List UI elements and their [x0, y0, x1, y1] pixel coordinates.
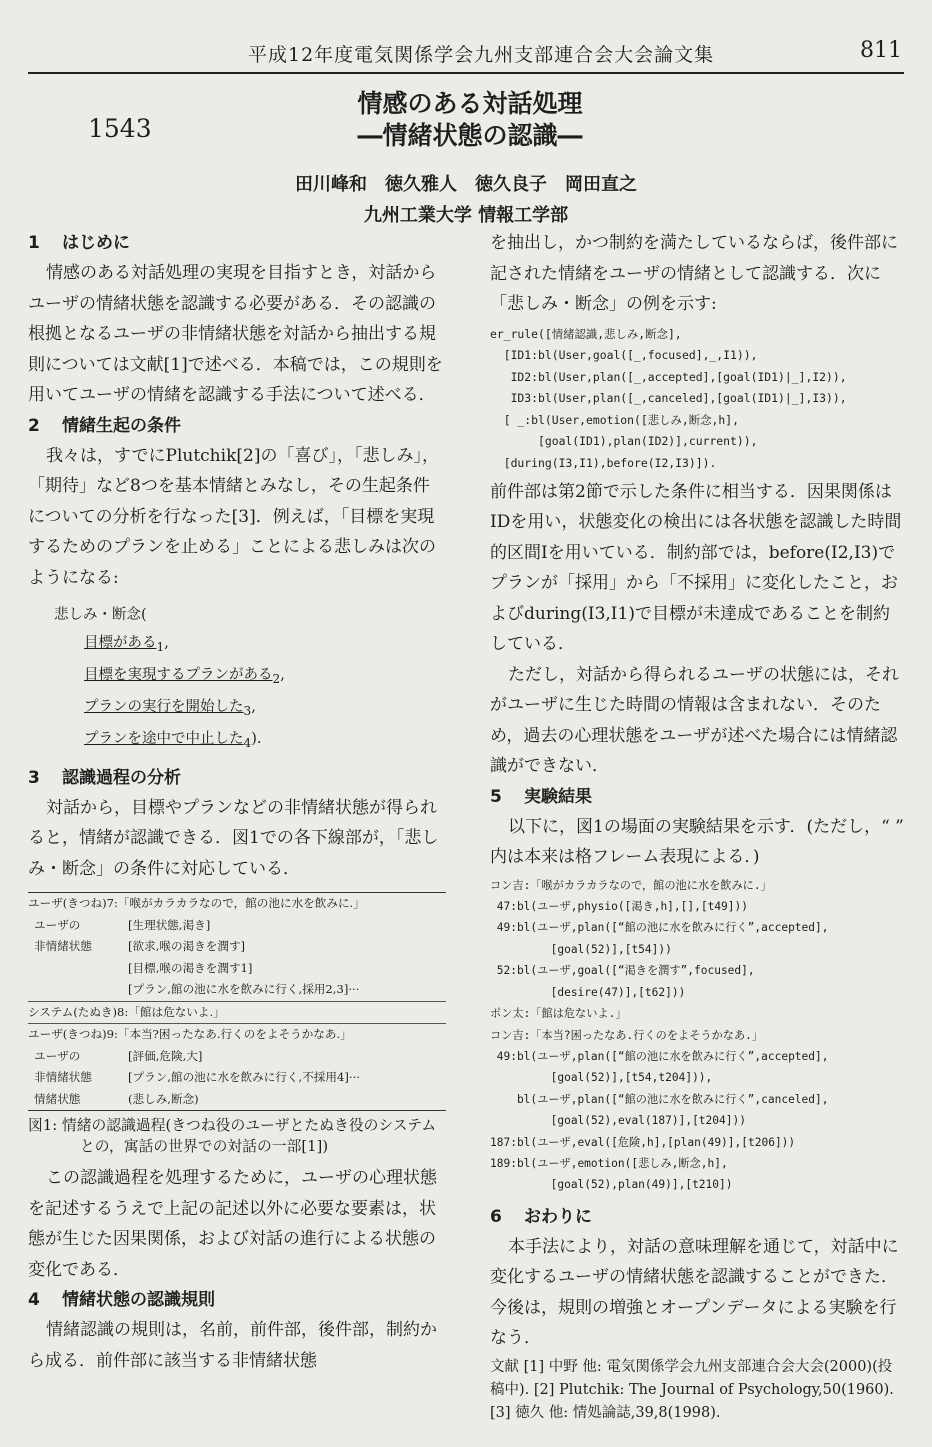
code-line: コン吉:「喉がカラカラなので，館の池に水を飲みに.」 [490, 878, 772, 892]
left-column [28, 228, 446, 1376]
result-code-block [490, 875, 904, 1196]
condition-item: プランを途中で中止した$_4$). [84, 730, 262, 750]
rule-code-block [490, 324, 904, 475]
code-line: 47:bl(ユーザ,physio([渇き,h],[],[t49])) [490, 900, 749, 914]
paragraph: ただし，対話から得られるユーザの状態には，それがユーザに生じた時間の情報は含まれない．そのため，過去の心理状態をユーザが述べた場合には情緒認識ができない． [490, 664, 899, 777]
affiliation: 九州工業大学 情報工学部 [363, 205, 569, 226]
section-heading: 5 実験結果 [490, 786, 592, 807]
figure-row: [目標,喉の渇きを潤す1] [128, 960, 253, 975]
figure-row: 非情緒状態 [プラン,館の池に水を飲みに行く,不採用4]··· [34, 1070, 360, 1085]
code-line: [goal(ID1),plan(ID2)],current)), [490, 434, 758, 449]
paragraph: 情緒認識の規則は，名前，前件部，後件部，制約から成る．前件部に該当する非情緒状態 [28, 1320, 437, 1371]
condition-item: 目標がある$_1$, [84, 635, 169, 654]
code-line: [goal(52)],[t54])) [490, 942, 672, 956]
paragraph: 我々は，すでにPlutchik[2]の「喜び」，「悲しみ」，「期待」など8つを基本情緒とみなし，その生起条件についての分析を行なった[3]．例えば，「目標を実現するためのプランを止める」ことによる悲しみは次のようになる: [28, 445, 439, 588]
condition-item: 目標を実現するプランがある$_2$, [84, 666, 285, 686]
code-line: ポン太:「館は危ないよ.」 [490, 1007, 627, 1021]
figure-row: 情緒状態 (悲しみ,断念) [34, 1091, 199, 1106]
code-line: [goal(52),eval(187)],[t204])) [490, 1114, 746, 1128]
code-line: 49:bl(ユーザ,plan([“館の池に水を飲みに行く”,accepted], [490, 921, 829, 935]
figure-row: ユーザの [評価,危険,大] [34, 1048, 203, 1063]
paragraph: 以下に，図1の場面の実験結果を示す．(ただし，“ ” 内は本来は格フレーム表現による．) [490, 816, 904, 868]
code-line: 189:bl(ユーザ,emotion([悲しみ,断念,h], [490, 1156, 728, 1170]
author-list: 田川峰和 徳久雅人 徳久良子 岡田直之 [295, 174, 637, 195]
code-line: 52:bl(ユーザ,goal([“渇きを潤す”,focused], [490, 964, 755, 978]
emotion-head: 悲しみ・断念( [54, 607, 147, 623]
code-line: [during(I3,I1),before(I2,I3)]). [490, 456, 717, 471]
code-line: [desire(47)],[t62])) [490, 985, 686, 999]
paragraph: 情感のある対話処理の実現を目指すとき，対話からユーザの情緒状態を認識する必要がある．その認識の根拠となるユーザの非情緒状態を対話から抽出する規則については文献[1]で述べる．本稿では，この規則を用いてユーザの情緒を認識する手法について述べる． [28, 263, 443, 405]
figure-row: システム(たぬき)8:「館は危ないよ.」 [28, 1001, 446, 1024]
references: 文献 [1] 中野 他: 電気関係学会九州支部連合会大会(2000)(投稿中). [2] Plutchik: The Journal of Psychology,50(1960). [3] 徳久 他: 情処論誌,39,8(1998). [490, 1358, 894, 1421]
paragraph: この認識過程を処理するために，ユーザの心理状態を記述するうえで上記の記述以外に必要な要素は，状態が生じた因果関係，および対話の進行による状態の変化である． [28, 1168, 437, 1280]
paragraph: 対話から，目標やプランなどの非情緒状態が得られると，情緒が認識できる．図1での各下線部が，「悲しみ・断念」の条件に対応している． [28, 797, 439, 879]
code-line: ID2:bl(User,plan([_,accepted],[goal(ID1)|_],I2)), [490, 369, 847, 384]
figure-1 [28, 892, 446, 1111]
code-line: [ _:bl(User,emotion([悲しみ,断念,h], [490, 412, 739, 427]
section-heading: 4 情緒状態の認識規則 [28, 1290, 215, 1311]
figure-row: 非情緒状態 [欲求,喉の渇きを潤す] [34, 939, 246, 954]
paper-number: 1543 [88, 114, 152, 143]
right-column [490, 228, 904, 1425]
code-line: er_rule([情緒認識,悲しみ,断念], [490, 326, 682, 341]
paragraph: 本手法により，対話の意味理解を通じて，対話中に変化するユーザの情緒状態を認識することができた．今後は，規則の増強とオープンデータによる実験を行なう． [490, 1236, 899, 1349]
proceedings-title: 平成12年度電気関係学会九州支部連合会大会論文集 [248, 44, 715, 66]
figure-row: ユーザ(きつね)9:「本当?困ったなあ.行くのをよそうかなあ.」 [28, 1023, 446, 1046]
title-main: 情感のある対話処理 [357, 89, 583, 118]
title-sub: ―情緒状態の認識― [357, 121, 583, 150]
section-heading: 1 はじめに [28, 233, 130, 253]
code-line: bl(ユーザ,plan([“館の池に水を飲みに行く”,canceled], [490, 1092, 829, 1106]
running-header [28, 36, 904, 74]
emotion-condition-list [54, 601, 446, 757]
code-line: ID3:bl(User,plan([_,canceled],[goal(ID1)|_],I3)), [490, 391, 847, 406]
code-line: [goal(52)],[t54,t204])), [490, 1071, 713, 1085]
figure-caption: 図1: 情緒の認識過程(きつね役のユーザとたぬき役のシステムとの，寓話の世界での対話の一部[1]) [28, 1117, 437, 1156]
code-line: 187:bl(ユーザ,eval([危険,h],[plan(49)],[t206])) [490, 1135, 796, 1149]
condition-item: プランの実行を開始した$_3$, [84, 698, 256, 718]
figure-row: [プラン,館の池に水を飲みに行く,採用2,3]··· [128, 982, 360, 997]
figure-row: ユーザの [生理状態,渇き] [34, 917, 211, 932]
paper-title [300, 88, 640, 152]
paragraph: を抽出し，かつ制約を満たしているならば，後件部に記された情緒をユーザの情緒として認識する．次に「悲しみ・断念」の例を示す: [490, 233, 898, 314]
code-line: コン吉:「本当?困ったなあ.行くのをよそうかなあ.」 [490, 1028, 764, 1042]
paragraph: 前件部は第2節で示した条件に相当する．因果関係はIDを用い，状態変化の検出には各状態を認識した時間的区間Iを用いている．制約部では，before(I2,I3)でプランが「採用」から「不採用」に変化したこと，およびduring(I3,I1)で目標が未達成であることを制約している． [490, 481, 902, 655]
section-heading: 2 情緒生起の条件 [28, 415, 181, 436]
section-heading: 3 認識過程の分析 [28, 767, 181, 788]
figure-row: ユーザ(きつね)7:「喉がカラカラなので，館の池に水を飲みに.」 [28, 896, 365, 911]
code-line: [ID1:bl(User,goal([_,focused],_,I1)), [490, 348, 758, 363]
code-line: [goal(52),plan(49)],[t210]) [490, 1178, 733, 1192]
code-line: 49:bl(ユーザ,plan([“館の池に水を飲みに行く”,accepted], [490, 1049, 829, 1063]
page-number: 811 [860, 38, 902, 63]
section-heading: 6 おわりに [490, 1206, 592, 1227]
